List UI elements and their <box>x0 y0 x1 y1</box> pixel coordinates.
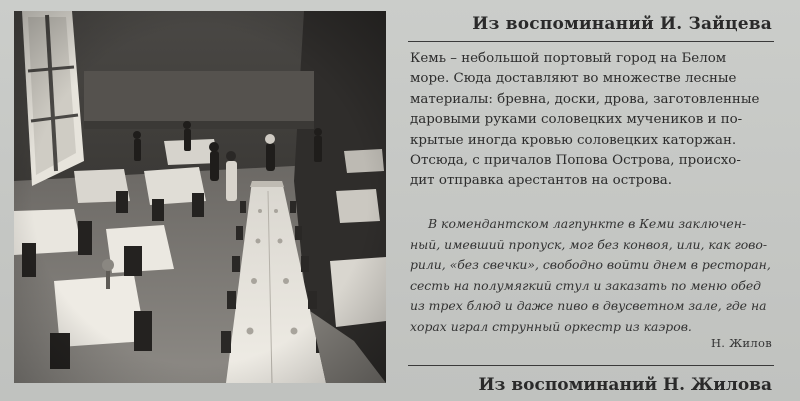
main-paragraph <box>410 49 772 192</box>
section-title: Из воспоминаний И. Зайцева <box>472 14 772 34</box>
paragraph-line: материалы: бревна, доски, дрова, заготовленные <box>410 91 760 107</box>
footer-divider <box>408 365 774 366</box>
paragraph-line: даровыми руками соловецких мучеников и по- <box>410 112 743 128</box>
paragraph-line: море. Сюда доставляют во множестве лесные <box>410 71 737 87</box>
footer-section-title: Из воспоминаний Н. Жилова <box>478 375 772 395</box>
paragraph-line: дит отправка арестантов на острова. <box>410 173 673 189</box>
paragraph-line: крытые иногда кровью соловецких каторжан. <box>410 132 737 148</box>
quotation <box>410 214 772 338</box>
quote-attribution: Н. Жилов <box>710 336 772 350</box>
quote-line: из трех блюд и даже пиво в двусветном зале, где на <box>410 298 767 314</box>
quote-line: В комендантском лагпункте в Кеми заключен- <box>428 216 747 231</box>
header-divider <box>408 41 774 42</box>
restaurant-hall-photo <box>14 11 386 383</box>
quote-line: сесть на полумягкий стул и заказать по меню обед <box>410 277 762 293</box>
quote-line: рили, «без свечки», свободно войти днем в ресторан, <box>410 257 771 273</box>
paragraph-line: Кемь – небольшой портовый город на Белом <box>410 51 727 66</box>
quote-line: ный, имевший пропуск, мог без конвоя, или, как гово- <box>410 236 768 252</box>
paragraph-line: Отсюда, с причалов Попова Острова, происхо- <box>410 153 741 169</box>
quote-line: хорах играл струнный оркестр из каэров. <box>410 318 692 334</box>
